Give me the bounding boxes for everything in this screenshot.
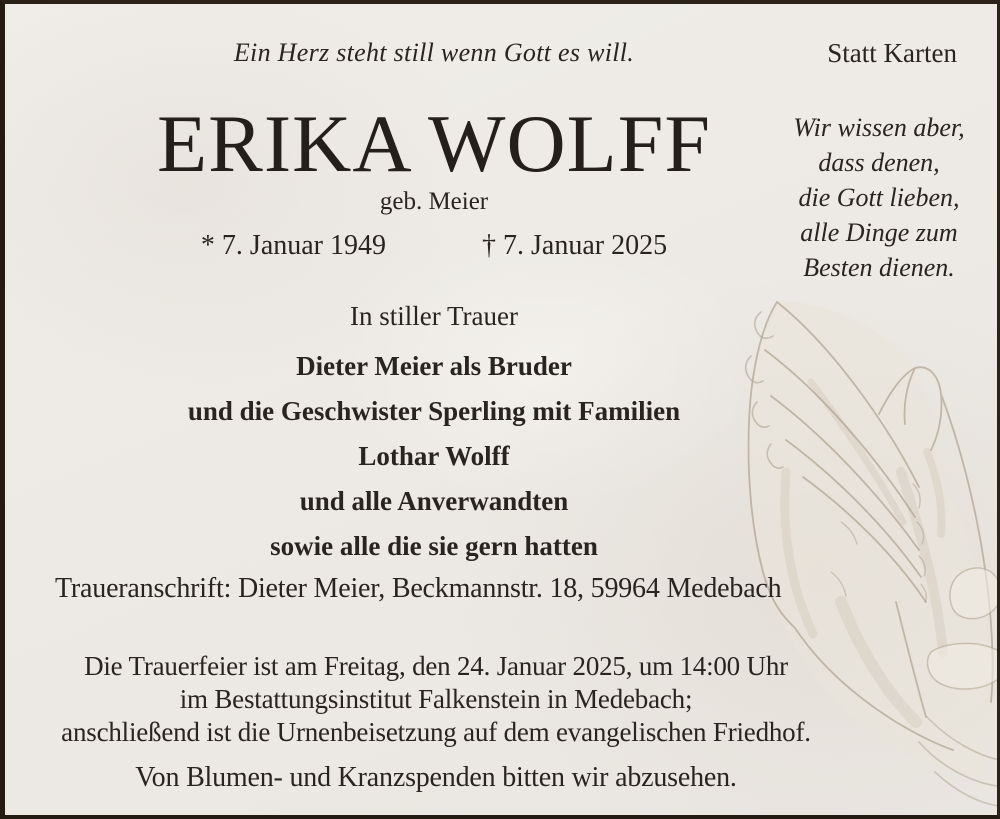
birth-date: * 7. Januar 1949 [200,230,386,261]
bible-verse [743,110,1000,285]
verse-line: dass denen, [818,148,940,177]
life-dates [5,230,863,262]
funeral-info [5,650,867,749]
verse-line: die Gott lieben, [798,183,960,212]
mourning-intro: In stiller Trauer [350,301,518,331]
mourner-line: Lothar Wolff [358,441,510,471]
maiden-name: geb. Meier [379,188,489,215]
mourner-line: Dieter Meier als Bruder [296,351,572,381]
funeral-info-line: anschließend ist die Urnenbeisetzung auf dem evangelischen Friedhof. [61,717,811,747]
flowers-request: Von Blumen- und Kranzspenden bitten wir abzusehen. [135,762,737,793]
mourner-line: und die Geschwister Sperling mit Familien [187,396,681,426]
death-date: † 7. Januar 2025 [482,230,668,261]
funeral-info-line: im Bestattungsinstitut Falkenstein in Medebach; [179,684,693,714]
mourner-line: und alle Anverwandten [299,486,569,516]
statt-karten-note: Statt Karten [827,38,957,68]
verse-line: Wir wissen aber, [793,113,965,142]
epigraph-quote: Ein Herz steht still wenn Gott es will. [233,38,635,67]
verse-line: alle Dinge zum [800,218,958,247]
verse-line: Besten dienen. [803,253,955,282]
deceased-name: ERIKA WOLFF [157,98,711,189]
funeral-info-line: Die Trauerfeier ist am Freitag, den 24. Januar 2025, um 14:00 Uhr [84,651,788,681]
mourners-list [5,344,863,569]
mourner-line: sowie alle die sie gern hatten [270,531,598,561]
mourning-address: Traueranschrift: Dieter Meier, Beckmannstr. 18, 59964 Medebach [55,573,782,604]
